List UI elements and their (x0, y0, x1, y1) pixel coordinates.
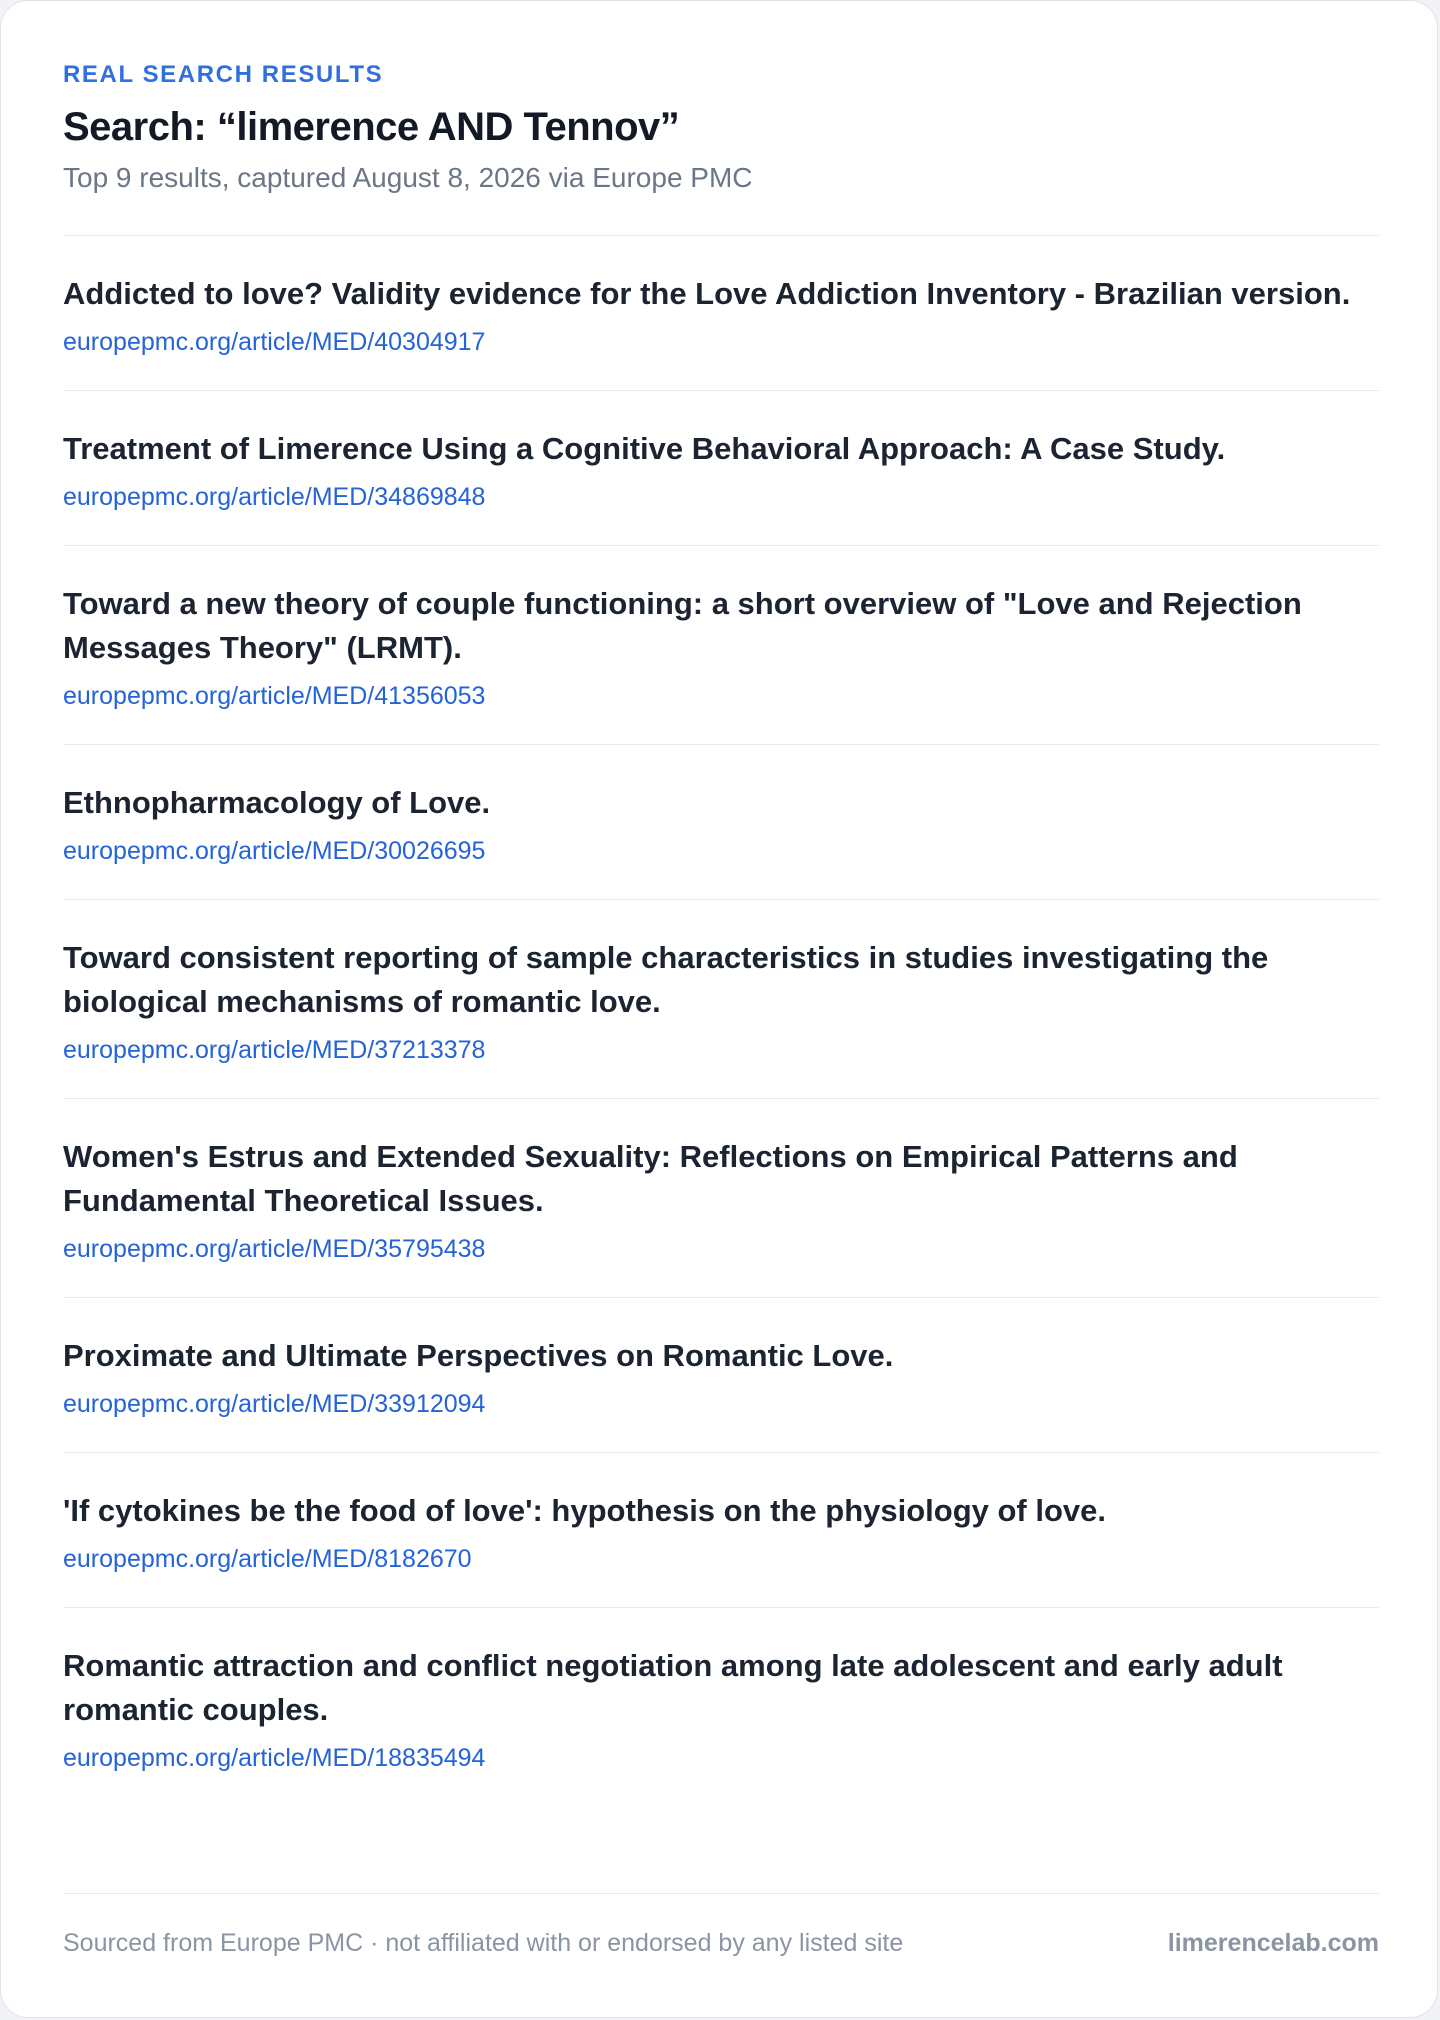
result-link[interactable]: europepmc.org/article/MED/41356053 (63, 682, 486, 710)
eyebrow-label: REAL SEARCH RESULTS (63, 61, 384, 88)
result-item (63, 1099, 1379, 1298)
footer-disclaimer: Sourced from Europe PMC · not affiliated with or endorsed by any listed site (63, 1929, 904, 1957)
result-title: Addicted to love? Validity evidence for the Love Addiction Inventory - Brazilian version. (63, 276, 1351, 311)
result-link[interactable]: europepmc.org/article/MED/33912094 (63, 1390, 486, 1418)
result-link[interactable]: europepmc.org/article/MED/40304917 (63, 328, 486, 356)
result-item (63, 1608, 1379, 1806)
result-link[interactable]: europepmc.org/article/MED/30026695 (63, 837, 486, 865)
page-title: Search: “limerence AND Tennov” (63, 105, 680, 149)
result-link[interactable]: europepmc.org/article/MED/34869848 (63, 483, 486, 511)
result-title: Toward consistent reporting of sample characteristics in studies investigating the biological mechanisms of romantic love. (63, 940, 1269, 1019)
result-title: Romantic attraction and conflict negotiation among late adolescent and early adult romantic couples. (63, 1648, 1283, 1727)
result-item (63, 900, 1379, 1099)
footer-brand: limerencelab.com (1167, 1929, 1379, 1957)
result-item (63, 1298, 1379, 1453)
result-link[interactable]: europepmc.org/article/MED/37213378 (63, 1036, 486, 1064)
page-subtitle: Top 9 results, captured August 8, 2026 via Europe PMC (63, 162, 753, 193)
result-title: 'If cytokines be the food of love': hypothesis on the physiology of love. (63, 1493, 1107, 1528)
card-content (63, 59, 1379, 1806)
result-item (63, 391, 1379, 546)
result-item (63, 1453, 1379, 1608)
result-item (63, 745, 1379, 900)
footer (63, 1893, 1379, 1960)
result-link[interactable]: europepmc.org/article/MED/35795438 (63, 1235, 486, 1263)
result-title: Women's Estrus and Extended Sexuality: Reflections on Empirical Patterns and Fundamental Theoretical Issues. (63, 1139, 1238, 1218)
result-item (63, 236, 1379, 391)
result-link[interactable]: europepmc.org/article/MED/8182670 (63, 1545, 472, 1573)
result-title: Ethnopharmacology of Love. (63, 785, 491, 820)
results-list (63, 235, 1379, 1806)
result-item (63, 546, 1379, 745)
result-link[interactable]: europepmc.org/article/MED/18835494 (63, 1744, 486, 1772)
result-title: Proximate and Ultimate Perspectives on Romantic Love. (63, 1338, 894, 1373)
result-title: Toward a new theory of couple functioning: a short overview of "Love and Rejection Messages Theory" (LRMT). (63, 586, 1302, 665)
result-title: Treatment of Limerence Using a Cognitive Behavioral Approach: A Case Study. (63, 431, 1226, 466)
